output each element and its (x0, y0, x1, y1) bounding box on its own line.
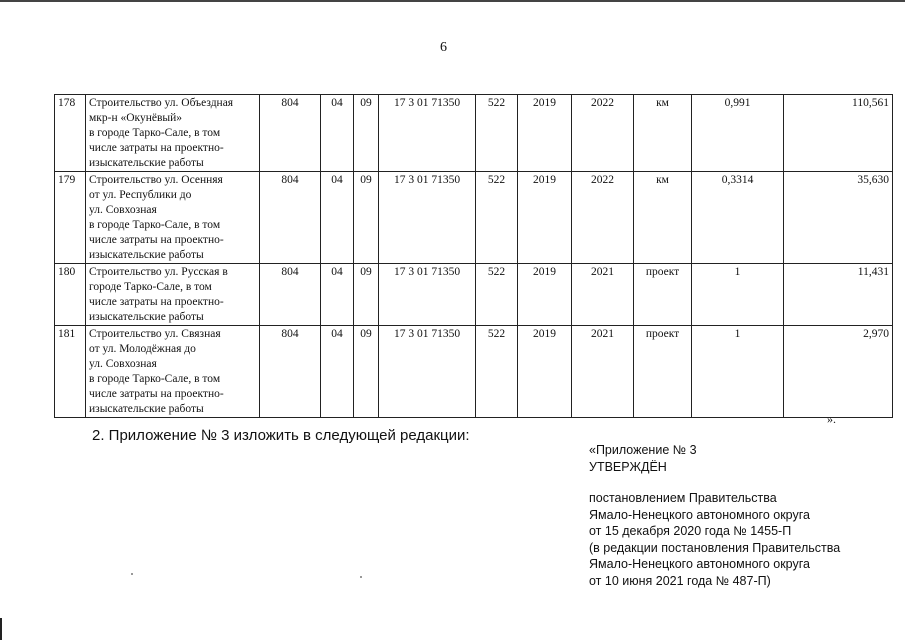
cell-target-article: 17 3 01 71350 (379, 264, 476, 326)
cell-target-article: 17 3 01 71350 (379, 326, 476, 418)
row-number: 180 (55, 264, 86, 326)
table-row (55, 264, 893, 326)
cell-start-year: 2019 (518, 95, 572, 172)
row-name-line: в городе Тарко-Сале, в том (89, 373, 221, 385)
cell-end-year: 2022 (572, 172, 634, 264)
cell-end-year: 2022 (572, 95, 634, 172)
cell-expense-type: 522 (476, 264, 518, 326)
row-number: 178 (55, 95, 86, 172)
decree-line: Ямало-Ненецкого автономного округа (589, 557, 810, 571)
table-row (55, 326, 893, 418)
construction-table (54, 94, 893, 418)
row-number: 179 (55, 172, 86, 264)
cell-amount: 11,431 (784, 264, 893, 326)
cell-unit: км (634, 172, 692, 264)
cell-expense-type: 522 (476, 172, 518, 264)
row-name-line: Строительство ул. Объездная (89, 97, 234, 109)
cell-expense-type: 522 (476, 326, 518, 418)
cell-code-804: 804 (260, 264, 321, 326)
scan-speck (131, 573, 133, 575)
table-row (55, 95, 893, 172)
row-name-line: числе затраты на проектно- (89, 234, 224, 246)
row-name-line: изыскательские работы (89, 311, 204, 323)
cell-amount: 110,561 (784, 95, 893, 172)
table-closing-quote: ». (827, 412, 836, 426)
row-name-line: Строительство ул. Осенняя (89, 174, 223, 186)
cell-expense-type: 522 (476, 95, 518, 172)
decree-line: постановлением Правительства (589, 491, 777, 505)
decree-line: (в редакции постановления Правительства (589, 540, 841, 555)
cell-section: 04 (321, 172, 354, 264)
row-name-line: в городе Тарко-Сале, в том (89, 127, 221, 139)
annex-title: «Приложение № 3 (589, 443, 697, 457)
scan-edge-mark (0, 618, 2, 640)
cell-code-804: 804 (260, 172, 321, 264)
cell-capacity: 0,3314 (692, 172, 784, 264)
row-name-line: числе затраты на проектно- (89, 296, 224, 308)
row-name-line: от ул. Молодёжная до (89, 343, 196, 355)
row-name-line: изыскательские работы (89, 157, 204, 169)
row-name (86, 172, 260, 264)
cell-section: 04 (321, 326, 354, 418)
row-name-line: Строительство ул. Связная (89, 328, 221, 340)
cell-target-article: 17 3 01 71350 (379, 172, 476, 264)
row-name-line: мкр-н «Окунёвый» (89, 112, 183, 124)
cell-section: 04 (321, 95, 354, 172)
cell-section: 04 (321, 264, 354, 326)
page-top-border (0, 0, 905, 2)
cell-subsection: 09 (354, 264, 379, 326)
decree-line: от 15 декабря 2020 года № 1455-П (589, 524, 792, 538)
row-name (86, 95, 260, 172)
item-2-text: 2. Приложение № 3 изложить в следующей редакции: (92, 427, 470, 444)
row-number: 181 (55, 326, 86, 418)
cell-code-804: 804 (260, 326, 321, 418)
cell-end-year: 2021 (572, 326, 634, 418)
cell-subsection: 09 (354, 326, 379, 418)
cell-capacity: 1 (692, 326, 784, 418)
row-name-line: Строительство ул. Русская в (89, 266, 228, 278)
cell-code-804: 804 (260, 95, 321, 172)
cell-start-year: 2019 (518, 172, 572, 264)
cell-amount: 35,630 (784, 172, 893, 264)
cell-start-year: 2019 (518, 326, 572, 418)
cell-capacity: 1 (692, 264, 784, 326)
cell-capacity: 0,991 (692, 95, 784, 172)
row-name-line: изыскательские работы (89, 249, 204, 261)
row-name-line: ул. Совхозная (89, 204, 157, 216)
row-name (86, 326, 260, 418)
scan-speck (360, 576, 362, 578)
table-row (55, 172, 893, 264)
row-name-line: ул. Совхозная (89, 358, 157, 370)
row-name-line: числе затраты на проектно- (89, 388, 224, 400)
decree-line: Ямало-Ненецкого автономного округа (589, 507, 810, 522)
row-name-line: от ул. Республики до (89, 189, 192, 201)
cell-unit: проект (634, 264, 692, 326)
cell-target-article: 17 3 01 71350 (379, 95, 476, 172)
cell-unit: км (634, 95, 692, 172)
cell-end-year: 2021 (572, 264, 634, 326)
annex-approved: УТВЕРЖДЁН (589, 460, 667, 474)
cell-unit: проект (634, 326, 692, 418)
row-name-line: числе затраты на проектно- (89, 142, 224, 154)
row-name-line: изыскательские работы (89, 403, 204, 415)
decree-reference (589, 490, 840, 589)
cell-subsection: 09 (354, 172, 379, 264)
page-number: 6 (440, 40, 447, 55)
decree-line: от 10 июня 2021 года № 487-П) (589, 573, 771, 588)
row-name (86, 264, 260, 326)
row-name-line: городе Тарко-Сале, в том (89, 281, 212, 293)
cell-subsection: 09 (354, 95, 379, 172)
cell-start-year: 2019 (518, 264, 572, 326)
row-name-line: в городе Тарко-Сале, в том (89, 219, 221, 231)
annex-header (589, 442, 697, 476)
cell-amount: 2,970 (784, 326, 893, 418)
